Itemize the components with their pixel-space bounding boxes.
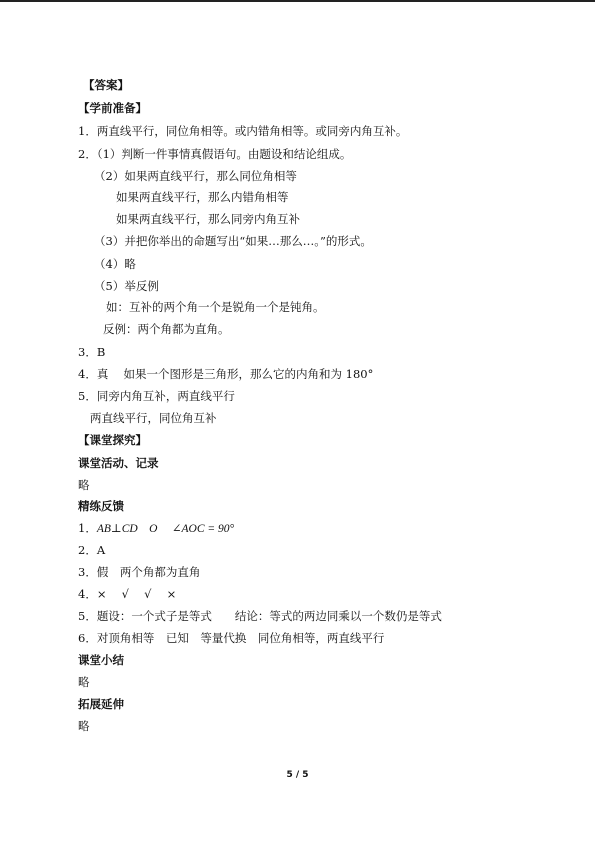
answer-heading: 【答案】 [83,78,129,92]
prep-item-2-2a: （2）如果两直线平行，那么同位角相等 [94,169,297,183]
feedback-item-1-math: AB⊥CD O ∠AOC = 90° [96,523,235,535]
feedback-item-3: 3．假 两个角都为直角 [78,565,201,579]
prep-item-4: 4．真 如果一个图形是三角形，那么它的内角和为 180° [78,367,374,381]
prep-item-1: 1．两直线平行，同位角相等。或内错角相等。或同旁内角互补。 [78,124,408,138]
feedback-heading: 精练反馈 [78,499,124,513]
extend-text: 略 [78,719,90,733]
prep-item-3: 3．B [78,345,106,359]
prep-item-2-5a: 如：互补的两个角一个是锐角一个是钝角。 [106,300,325,314]
feedback-item-1 [78,520,234,536]
prep-item-2-3: （3）并把你举出的命题写出“如果…那么…。”的形式。 [94,234,372,248]
feedback-item-4: 4．× √ √ × [78,587,177,601]
activity-text: 略 [78,478,90,492]
prep-item-2-2c: 如果两直线平行，那么同旁内角互补 [116,212,300,226]
prep-item-2-5: （5）举反例 [94,279,159,293]
prep-item-2-5b: 反例：两个角都为直角。 [103,322,230,336]
header-rule [0,0,595,2]
summary-heading: 课堂小结 [78,653,124,667]
feedback-item-1-number: 1． [78,521,97,535]
summary-text: 略 [78,675,90,689]
feedback-item-2: 2．A [78,543,106,557]
prep-item-2-4: （4）略 [94,257,136,271]
prep-item-2-2b: 如果两直线平行，那么内错角相等 [116,190,289,204]
prep-heading: 【学前准备】 [78,101,147,115]
explore-heading: 【课堂探究】 [78,433,147,447]
feedback-item-6: 6．对顶角相等 已知 等量代换 同位角相等，两直线平行 [78,631,385,645]
prep-item-5b: 两直线平行，同位角互补 [90,411,217,425]
extend-heading: 拓展延伸 [78,697,124,711]
prep-item-5a: 5．同旁内角互补，两直线平行 [78,389,235,403]
page-number: 5 / 5 [286,770,309,780]
activity-heading: 课堂活动、记录 [78,456,159,470]
feedback-item-5: 5．题设：一个式子是等式 结论：等式的两边同乘以一个数仍是等式 [78,609,442,623]
prep-item-2: 2．（1）判断一件事情真假语句。由题设和结论组成。 [78,147,352,161]
